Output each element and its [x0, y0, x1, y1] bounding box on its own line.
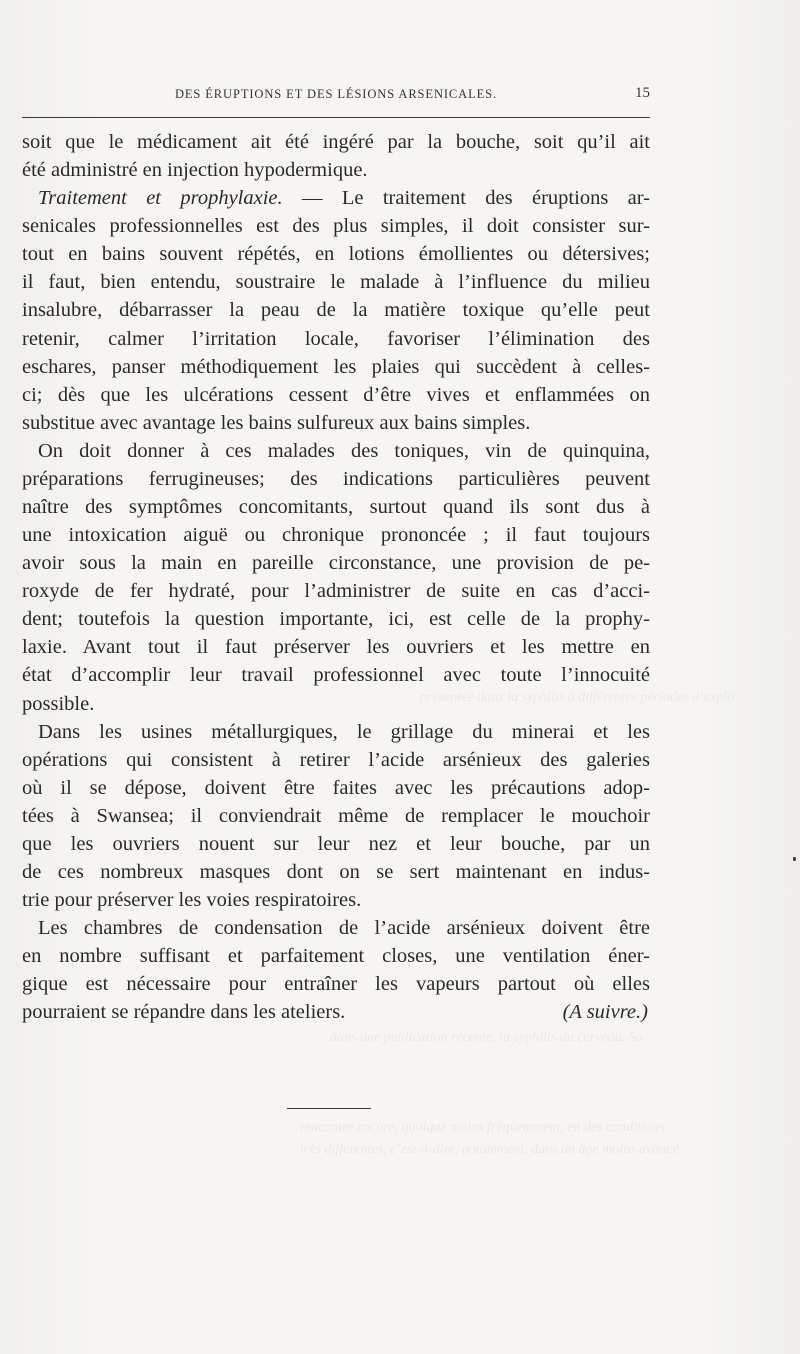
- text-line: trie pour préserver les voies respiratoires.: [22, 889, 362, 912]
- text-line: en nombre suffisant et parfaitement closes, une ventilation éner-: [22, 945, 650, 968]
- text-line: avoir sous la main en pareille circonstance, une provision de pe-: [22, 552, 650, 575]
- text-line: été administré en injection hypodermique.: [22, 159, 368, 182]
- page-number: 15: [635, 85, 650, 101]
- text-line: tées à Swansea; il conviendrait même de remplacer le mouchoir: [22, 804, 650, 827]
- text-line: il faut, bien entendu, soustraire le malade à l’influence du milieu: [22, 271, 650, 294]
- text-line: possible.: [22, 692, 95, 715]
- final-line: [22, 998, 650, 1026]
- text-line: laxie. Avant tout il faut préserver les ouvriers et les mettre en: [22, 636, 650, 659]
- edge-speck: [793, 857, 796, 861]
- end-rule: [287, 1108, 371, 1109]
- text-line: eschares, panser méthodiquement les plaies qui succèdent à celles-: [22, 355, 650, 378]
- section-heading-line: [22, 184, 650, 212]
- text-line: soit que le médicament ait été ingéré par la bouche, soit qu’il ait: [22, 131, 650, 153]
- text-line: On doit donner à ces malades des toniques, vin de quinquina,: [38, 439, 650, 462]
- text-line: retenir, calmer l’irritation locale, favoriser l’élimination des: [22, 327, 650, 350]
- bleed-through-text: présentée dans la syphilis à différentes périodes d’explo: [420, 690, 735, 705]
- text-line: senicales professionnelles est des plus simples, il doit consister sur-: [22, 215, 650, 238]
- text-line: que les ouvriers nouent sur leur nez et leur bouche, par un: [22, 832, 650, 855]
- text-line: roxyde de fer hydraté, pour l’administrer de suite en cas d’acci-: [22, 580, 650, 603]
- text-run: pourraient se répandre dans les ateliers.: [22, 1001, 346, 1024]
- text-line: Dans les usines métallurgiques, le grillage du minerai et les: [38, 720, 650, 743]
- bleed-through-text: rencontre encore, quoique moins fréquemment, en des conditions: [300, 1120, 665, 1135]
- text-line: tout en bains souvent répétés, en lotions émollientes ou détersives;: [22, 243, 650, 266]
- text-line: dent; toutefois la question importante, ici, est celle de la prophy-: [22, 608, 650, 631]
- bleed-through-text: dans une publication récente, la syphilis du cerveau. Sa: [330, 1030, 643, 1045]
- text-run: — Le traitement des éruptions ar-: [282, 187, 650, 210]
- text-line: préparations ferrugineuses; des indications particulières peuvent: [22, 467, 650, 490]
- running-header: [22, 82, 650, 106]
- text-line: insalubre, débarrasser la peau de la matière toxique qu’elle peut: [22, 299, 650, 322]
- text-line: de ces nombreux masques dont on se sert maintenant en indus-: [22, 861, 650, 884]
- running-title: DES ÉRUPTIONS ET DES LÉSIONS ARSENICALES.: [174, 87, 498, 101]
- text-line: état d’accomplir leur travail professionnel avec toute l’innocuité: [22, 664, 650, 687]
- text-line: ci; dès que les ulcérations cessent d’être vives et enflammées on: [22, 383, 650, 406]
- text-line: une intoxication aiguë ou chronique prononcée ; il faut toujours: [22, 524, 650, 547]
- text-line: gique est nécessaire pour entraîner les vapeurs partout où elles: [22, 973, 650, 996]
- text-line: substitue avec avantage les bains sulfureux aux bains simples.: [22, 411, 531, 434]
- text-line: naître des symptômes concomitants, surtout quand ils sont dus à: [22, 496, 650, 519]
- bleed-through-text: très différentes, c’est-à-dire, notamment, dans un âge moins avancé: [300, 1142, 679, 1157]
- text-line: Les chambres de condensation de l’acide arsénieux doivent être: [38, 917, 650, 940]
- section-heading: Traitement et prophylaxie.: [38, 187, 283, 210]
- body-text: [22, 128, 650, 1027]
- text-line: opérations qui consistent à retirer l’acide arsénieux des galeries: [22, 748, 650, 771]
- text-line: où il se dépose, doivent être faites avec les précautions adop-: [22, 776, 650, 799]
- to-be-continued-note: (A suivre.): [562, 1001, 648, 1024]
- header-rule: [22, 117, 650, 118]
